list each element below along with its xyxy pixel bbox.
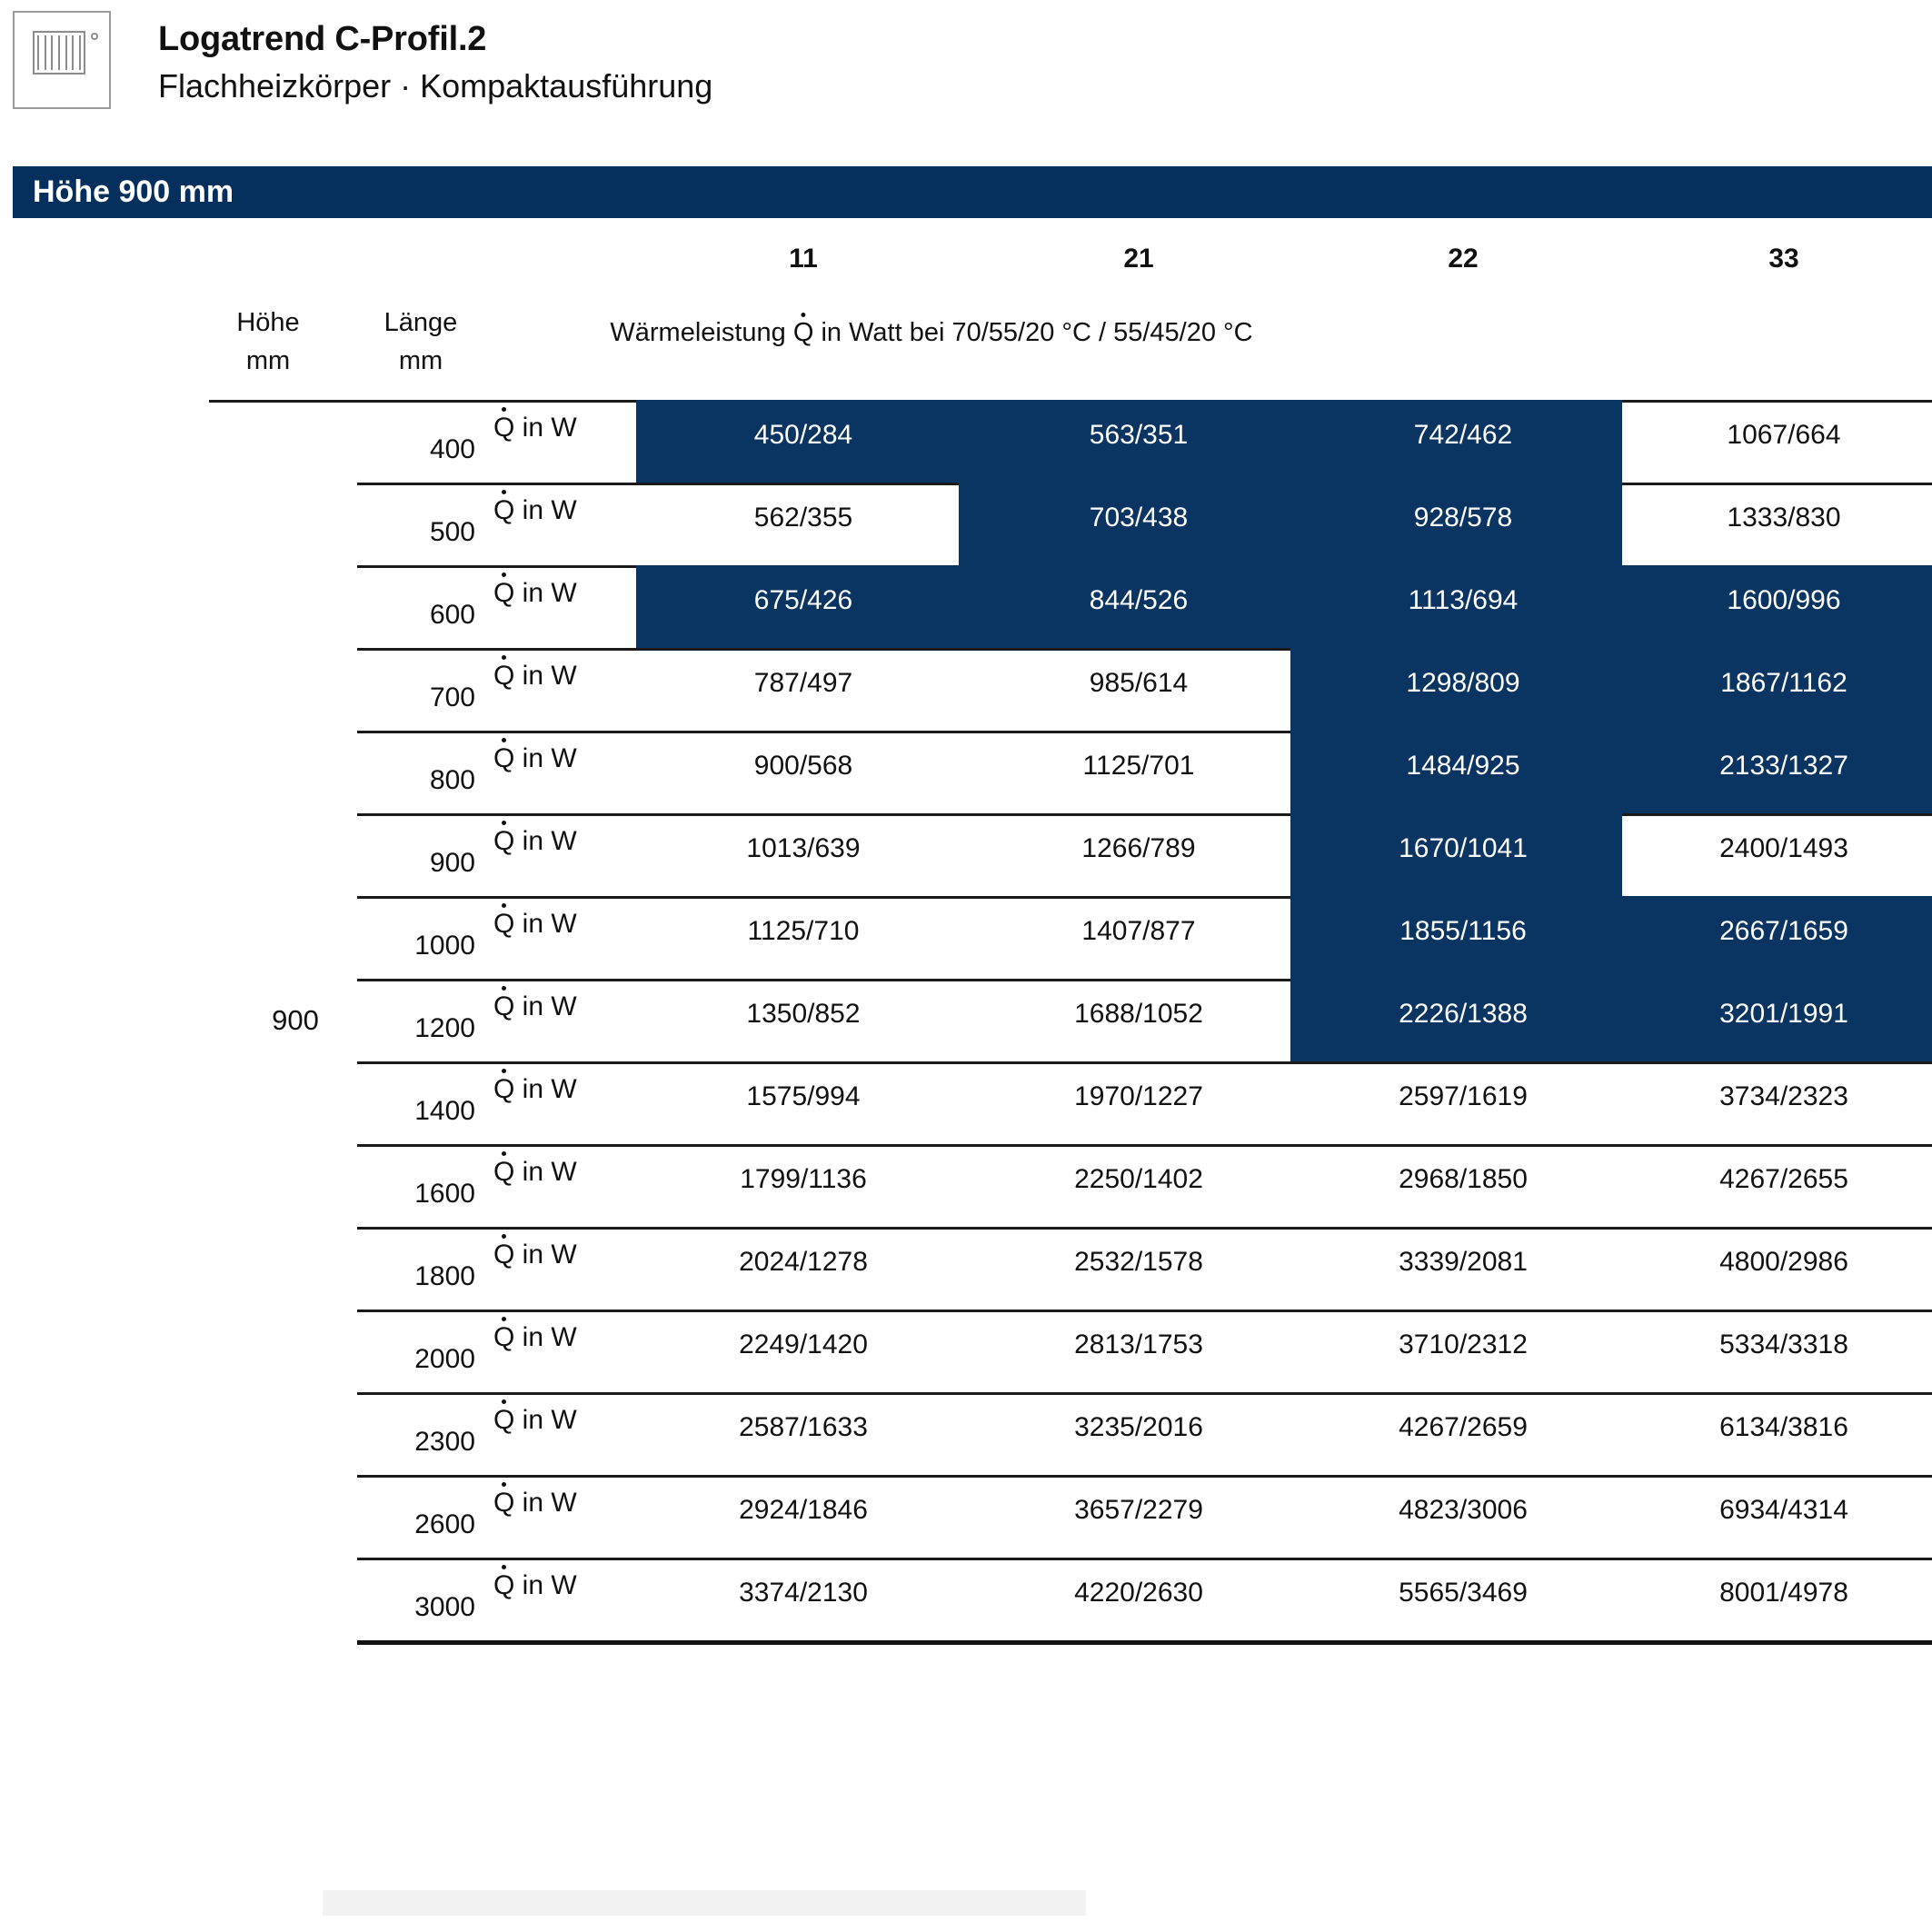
- power-header: Wärmeleistung Q in Watt bei 70/55/20 °C / 55/45/20 °C: [610, 318, 1253, 347]
- power-value-cell: 4267/2659: [1399, 1412, 1528, 1442]
- power-value-cell: 985/614: [1089, 668, 1189, 698]
- height-column-header: [209, 304, 327, 380]
- table-bottom-rule: [357, 1640, 1932, 1645]
- table-row: [0, 565, 1932, 648]
- unit-label: Q in W: [493, 1570, 577, 1600]
- power-value-cell: 2024/1278: [739, 1247, 868, 1277]
- power-value-cell: 1266/789: [1081, 833, 1196, 863]
- unit-label: Q in W: [493, 1240, 577, 1270]
- height-value: 900: [272, 1003, 319, 1036]
- row-rule: [357, 1227, 1932, 1230]
- power-value-cell: 1125/701: [1082, 751, 1195, 781]
- power-value-cell: 4823/3006: [1399, 1495, 1528, 1525]
- power-value-cell: 1688/1052: [1074, 999, 1203, 1029]
- power-value-cell: 3339/2081: [1399, 1247, 1528, 1277]
- power-value-cell: 1970/1227: [1074, 1081, 1203, 1111]
- power-value-cell: 3374/2130: [739, 1578, 868, 1608]
- q-dot-symbol: Q: [493, 991, 515, 1021]
- unit-label: Q in W: [493, 578, 577, 608]
- power-value-cell: 8001/4978: [1719, 1578, 1848, 1608]
- length-value: 2600: [414, 1509, 475, 1539]
- height-header-line1: Höhe: [236, 308, 300, 337]
- unit-label: Q in W: [493, 1074, 577, 1104]
- section-band: [13, 166, 1932, 218]
- power-value-cell: 2250/1402: [1074, 1164, 1203, 1194]
- power-value-cell: 5565/3469: [1399, 1578, 1528, 1608]
- table-row: [0, 896, 1932, 979]
- power-value-cell: 1013/639: [746, 833, 861, 863]
- product-title: Logatrend C-Profil.2: [158, 20, 487, 58]
- q-dot-symbol: Q: [493, 826, 515, 856]
- power-value-cell: 2813/1753: [1074, 1329, 1203, 1359]
- length-value: 1200: [414, 1013, 475, 1043]
- q-dot-symbol: Q: [493, 1570, 515, 1600]
- table-row: [0, 648, 1932, 731]
- row-rule: [357, 1061, 1932, 1064]
- power-value-cell: 1867/1162: [1720, 668, 1847, 698]
- power-value-cell: 1670/1041: [1399, 833, 1528, 863]
- unit-label: Q in W: [493, 991, 577, 1021]
- power-value-cell: 2587/1633: [739, 1412, 868, 1442]
- power-value-cell: 6934/4314: [1719, 1495, 1848, 1525]
- q-dot-symbol: Q: [493, 495, 515, 525]
- q-dot-symbol: Q: [493, 413, 515, 443]
- length-value: 400: [429, 434, 475, 464]
- row-rule: [357, 1310, 1932, 1312]
- row-rule: [357, 1558, 1932, 1560]
- column-number-11: 11: [789, 244, 818, 274]
- power-value-cell: 2133/1327: [1719, 751, 1848, 781]
- table-row: [0, 1558, 1932, 1640]
- power-value-cell: 703/438: [1089, 503, 1189, 533]
- power-value-cell: 928/578: [1413, 503, 1513, 533]
- table-row: [0, 813, 1932, 896]
- q-dot-symbol: Q: [493, 1240, 515, 1270]
- power-value-cell: 5334/3318: [1719, 1329, 1848, 1359]
- row-rule: [357, 813, 1932, 816]
- power-value-cell: 3657/2279: [1074, 1495, 1203, 1525]
- table-row: [0, 483, 1932, 565]
- power-value-cell: 2968/1850: [1399, 1164, 1528, 1194]
- power-value-cell: 1113/694: [1408, 585, 1519, 615]
- power-value-cell: 742/462: [1413, 420, 1513, 450]
- unit-label: Q in W: [493, 1157, 577, 1187]
- title-block: [158, 7, 712, 105]
- q-dot-symbol: Q: [493, 909, 515, 939]
- row-rule: [357, 1475, 1932, 1478]
- power-value-cell: 1125/710: [747, 916, 860, 946]
- power-value-cell: 2924/1846: [739, 1495, 868, 1525]
- length-value: 1800: [414, 1261, 475, 1291]
- length-value: 2000: [414, 1344, 475, 1374]
- table-row: [0, 1061, 1932, 1144]
- document-header: [0, 0, 1932, 127]
- power-value-cell: 562/355: [753, 503, 853, 533]
- q-dot-symbol: Q: [493, 1322, 515, 1352]
- unit-label: Q in W: [493, 909, 577, 939]
- unit-label: Q in W: [493, 495, 577, 525]
- q-dot-symbol: Q: [493, 578, 515, 608]
- power-value-cell: 3235/2016: [1074, 1412, 1203, 1442]
- section-band-title: Höhe 900 mm: [33, 174, 234, 209]
- power-value-cell: 1067/664: [1727, 420, 1841, 450]
- power-value-cell: 2597/1619: [1399, 1081, 1528, 1111]
- product-subtitle: Flachheizkörper · Kompaktausführung: [158, 66, 713, 105]
- length-value: 1400: [414, 1096, 475, 1126]
- q-dot-symbol: Q: [493, 1488, 515, 1518]
- table-row: [0, 1392, 1932, 1475]
- table-subheader: [0, 291, 1932, 400]
- power-value-cell: 2400/1493: [1719, 833, 1848, 863]
- q-dot-symbol: Q: [493, 1074, 515, 1104]
- power-value-cell: 1799/1136: [740, 1164, 867, 1194]
- column-number-22: 22: [1448, 244, 1479, 274]
- unit-label: Q in W: [493, 1488, 577, 1518]
- power-value-cell: 2249/1420: [739, 1329, 868, 1359]
- performance-table: [0, 218, 1932, 1640]
- table-row: [0, 1310, 1932, 1392]
- power-value-cell: 3734/2323: [1719, 1081, 1848, 1111]
- column-number-33: 33: [1768, 244, 1799, 274]
- unit-label: Q in W: [493, 826, 577, 856]
- q-dot-symbol: Q: [493, 1157, 515, 1187]
- power-value-cell: 1575/994: [746, 1081, 861, 1111]
- table-row: [0, 731, 1932, 813]
- power-value-cell: 1855/1156: [1399, 916, 1527, 946]
- length-value: 500: [429, 517, 475, 547]
- power-value-cell: 563/351: [1089, 420, 1189, 450]
- length-value: 900: [429, 848, 475, 878]
- column-number-header: [0, 218, 1932, 291]
- unit-label: Q in W: [493, 743, 577, 773]
- length-value: 700: [429, 682, 475, 712]
- power-value-cell: 2667/1659: [1719, 916, 1848, 946]
- power-value-cell: 3710/2312: [1399, 1329, 1528, 1359]
- power-value-cell: 4220/2630: [1074, 1578, 1203, 1608]
- table-row: [0, 400, 1932, 483]
- power-value-cell: 1600/996: [1727, 585, 1841, 615]
- radiator-icon: [13, 11, 111, 109]
- power-value-cell: 450/284: [753, 420, 853, 450]
- power-value-cell: 3201/1991: [1719, 999, 1848, 1029]
- power-value-cell: 787/497: [753, 668, 853, 698]
- q-dot-symbol: Q: [493, 743, 515, 773]
- q-dot-symbol: Q: [792, 318, 814, 347]
- power-value-cell: 2226/1388: [1399, 999, 1528, 1029]
- power-value-cell: 1407/877: [1081, 916, 1196, 946]
- length-value: 1000: [414, 931, 475, 961]
- power-value-cell: 900/568: [753, 751, 853, 781]
- length-header-line1: Länge: [383, 308, 458, 337]
- length-header-line2: mm: [398, 346, 443, 376]
- length-value: 2300: [414, 1427, 475, 1457]
- unit-label: Q in W: [493, 661, 577, 691]
- table-body: [0, 400, 1932, 1640]
- q-dot-symbol: Q: [493, 661, 515, 691]
- power-value-cell: 6134/3816: [1719, 1412, 1848, 1442]
- column-number-21: 21: [1123, 244, 1154, 274]
- row-rule: [357, 1392, 1932, 1395]
- power-value-cell: 4267/2655: [1719, 1164, 1848, 1194]
- length-value: 3000: [414, 1592, 475, 1622]
- power-value-cell: 844/526: [1089, 585, 1189, 615]
- row-rule: [357, 1144, 1932, 1147]
- length-value: 1600: [414, 1179, 475, 1209]
- power-value-cell: 1333/830: [1727, 503, 1841, 533]
- power-value-cell: 4800/2986: [1719, 1247, 1848, 1277]
- height-header-line2: mm: [245, 346, 291, 376]
- unit-label: Q in W: [493, 1405, 577, 1435]
- unit-label: Q in W: [493, 413, 577, 443]
- power-value-cell: 1298/809: [1406, 668, 1520, 698]
- power-value-cell: 1484/925: [1406, 751, 1520, 781]
- power-value-cell: 1350/852: [746, 999, 861, 1029]
- unit-label: Q in W: [493, 1322, 577, 1352]
- length-value: 800: [429, 765, 475, 795]
- power-value-cell: 675/426: [753, 585, 853, 615]
- q-dot-symbol: Q: [493, 1405, 515, 1435]
- table-row: [0, 1475, 1932, 1558]
- radiator-fins: [37, 35, 81, 70]
- length-column-header: [357, 304, 484, 380]
- table-row: [0, 1144, 1932, 1227]
- length-value: 600: [429, 600, 475, 630]
- footer-ghost-text: [323, 1890, 1086, 1916]
- table-row: [0, 1227, 1932, 1310]
- power-value-cell: 2532/1578: [1074, 1247, 1203, 1277]
- radiator-valve-dot: [91, 33, 98, 40]
